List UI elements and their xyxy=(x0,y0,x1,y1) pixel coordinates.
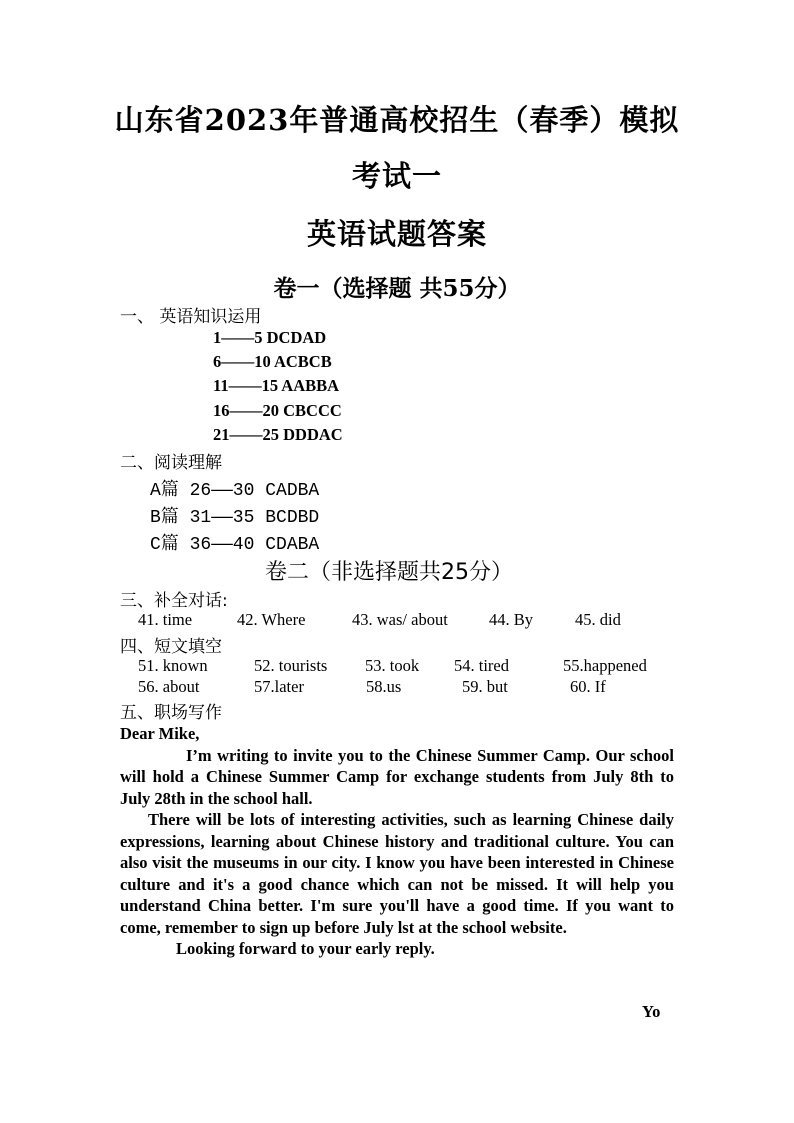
section3-title: 三、补全对话: xyxy=(120,591,228,611)
letter-paragraph: There will be lots of interesting activities, such as learning Chinese daily expressions, learning about Chinese history and traditional culture. You can also visit the museums in our city. I know you have been interested in Chinese culture and it's a good chance which can not be missed. It will help you understand China better. I'm sure you'll have a good time. If you want to come, remember to sign up before July lst at the school website. xyxy=(120,810,674,937)
answer-item: 54. tired xyxy=(454,656,509,675)
answer-item: 56. about xyxy=(138,677,200,696)
answer-item: 53. took xyxy=(365,656,420,675)
answer-item: 57.later xyxy=(254,677,304,696)
answer-item: 59. but xyxy=(462,677,508,696)
section4-title: 四、短文填空 xyxy=(120,637,222,657)
page-subtitle: 英语试题答案 xyxy=(306,217,487,251)
answer-item: 43. was/ about xyxy=(352,610,448,629)
part1-heading: 卷一（选择题 共55分） xyxy=(273,275,521,302)
letter-signoff: Yo xyxy=(642,1002,661,1021)
answer-item: 44. By xyxy=(489,610,534,629)
page-title: 山东省2023年普通高校招生（春季）模拟 xyxy=(114,103,680,137)
answer-line: B篇 31——35 BCDBD xyxy=(150,508,320,528)
answer-line: 21——25 DDDAC xyxy=(213,425,343,444)
part2-heading: 卷二（非选择题共25分） xyxy=(265,560,513,585)
answer-line: 16——20 CBCCC xyxy=(213,401,342,420)
answer-item: 45. did xyxy=(575,610,621,629)
section5-title: 五、职场写作 xyxy=(120,703,222,723)
answer-item: 60. If xyxy=(570,677,606,696)
answer-line: 11——15 AABBA xyxy=(213,376,340,395)
letter-greeting: Dear Mike, xyxy=(120,724,200,743)
answer-line: A篇 26——30 CADBA xyxy=(150,481,320,501)
letter-closing: Looking forward to your early reply. xyxy=(176,939,435,958)
answer-line: C篇 36——40 CDABA xyxy=(150,535,320,555)
page-title-line2: 考试一 xyxy=(351,159,442,193)
answer-item: 55.happened xyxy=(563,656,647,675)
answer-item: 52. tourists xyxy=(254,656,328,675)
answer-item: 41. time xyxy=(138,610,193,629)
answer-item: 51. known xyxy=(138,656,208,675)
letter-paragraph: I’m writing to invite you to the Chinese Summer Camp. Our school will hold a Chinese Summer Camp for exchange students from July 8th to July 28th in the school hall. xyxy=(120,745,674,808)
model-letter xyxy=(120,723,674,960)
answer-item: 58.us xyxy=(366,677,402,696)
answer-line: 1——5 DCDAD xyxy=(213,328,327,347)
answer-line: 6——10 ACBCB xyxy=(213,352,332,371)
section1-title: 一、 英语知识运用 xyxy=(120,307,262,327)
section2-title: 二、阅读理解 xyxy=(120,453,222,473)
answer-item: 42. Where xyxy=(237,610,306,629)
